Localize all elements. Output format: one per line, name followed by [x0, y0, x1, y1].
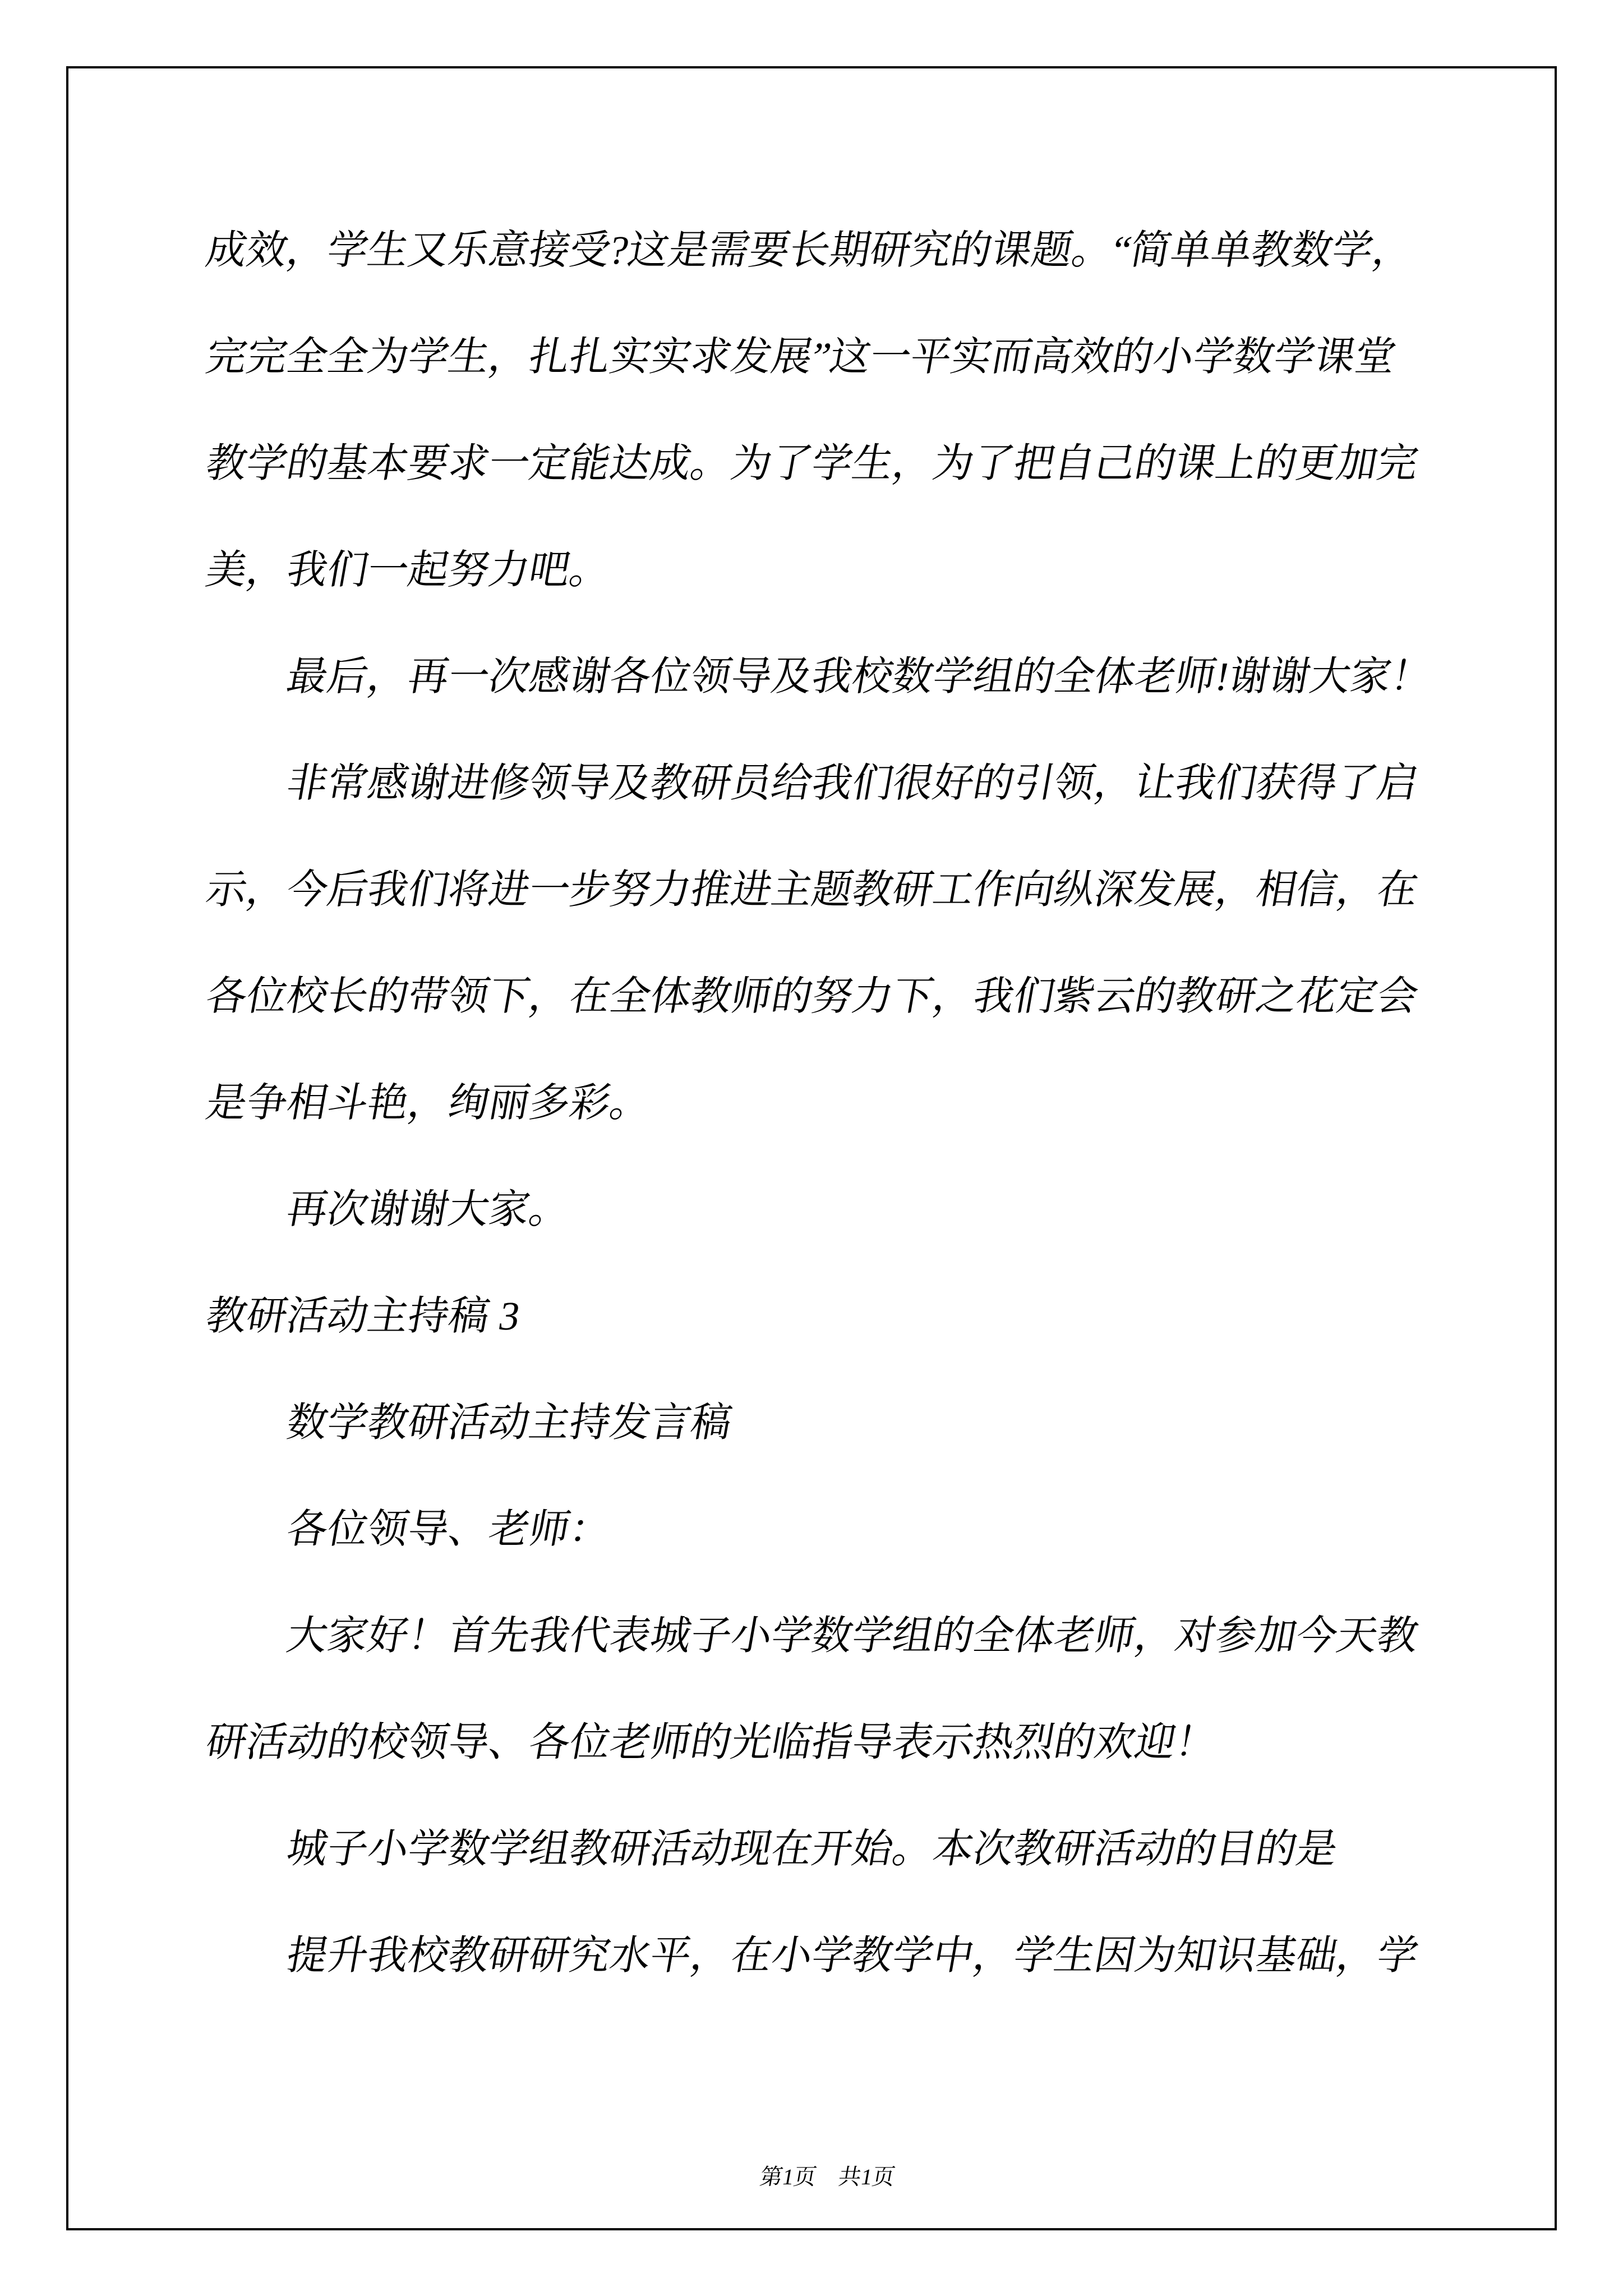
- doc-line: 提升我校教研研究水平，在小学教学中，学生因为知识基础，学: [202, 1933, 1422, 1978]
- doc-line: 各位领导、老师：: [202, 1507, 615, 1552]
- doc-line: 完完全全为学生，扎扎实实求发展”这一平实而高效的小学数学课堂: [202, 334, 1400, 379]
- doc-line: 教研活动主持稿 3: [202, 1294, 524, 1338]
- doc-line: 成效，学生又乐意接受?这是需要长期研究的课题。“简单单教数学，: [202, 228, 1418, 273]
- page-number: 第1页 共1页: [758, 2164, 897, 2189]
- doc-line: 示，今后我们将进一步努力推进主题教研工作向纵深发展，相信，在: [202, 867, 1422, 912]
- doc-line: 教学的基本要求一定能达成。为了学生，为了把自己的课上的更加完: [202, 441, 1422, 486]
- doc-line: 最后，再一次感谢各位领导及我校数学组的全体老师!谢谢大家！: [202, 654, 1436, 699]
- doc-line: 城子小学数学组教研活动现在开始。本次教研活动的目的是: [202, 1826, 1341, 1871]
- doc-line: 研活动的校领导、各位老师的光临指导表示热烈的欢迎！: [202, 1720, 1220, 1765]
- document-body: [202, 197, 1486, 2009]
- doc-line: 美，我们一起努力吧。: [202, 547, 615, 592]
- doc-line: 数学教研活动主持发言稿: [202, 1400, 736, 1445]
- page-footer: [62, 2123, 1571, 2231]
- doc-line: 大家好！首先我代表城子小学数学组的全体老师，对参加今天教: [202, 1613, 1422, 1658]
- doc-line: 是争相斗艳，绚丽多彩。: [202, 1080, 655, 1125]
- doc-line: 各位校长的带领下，在全体教师的努力下，我们紫云的教研之花定会: [202, 974, 1422, 1019]
- doc-line: 再次谢谢大家。: [202, 1187, 574, 1232]
- doc-line: 非常感谢进修领导及教研员给我们很好的引领，让我们获得了启: [202, 761, 1422, 806]
